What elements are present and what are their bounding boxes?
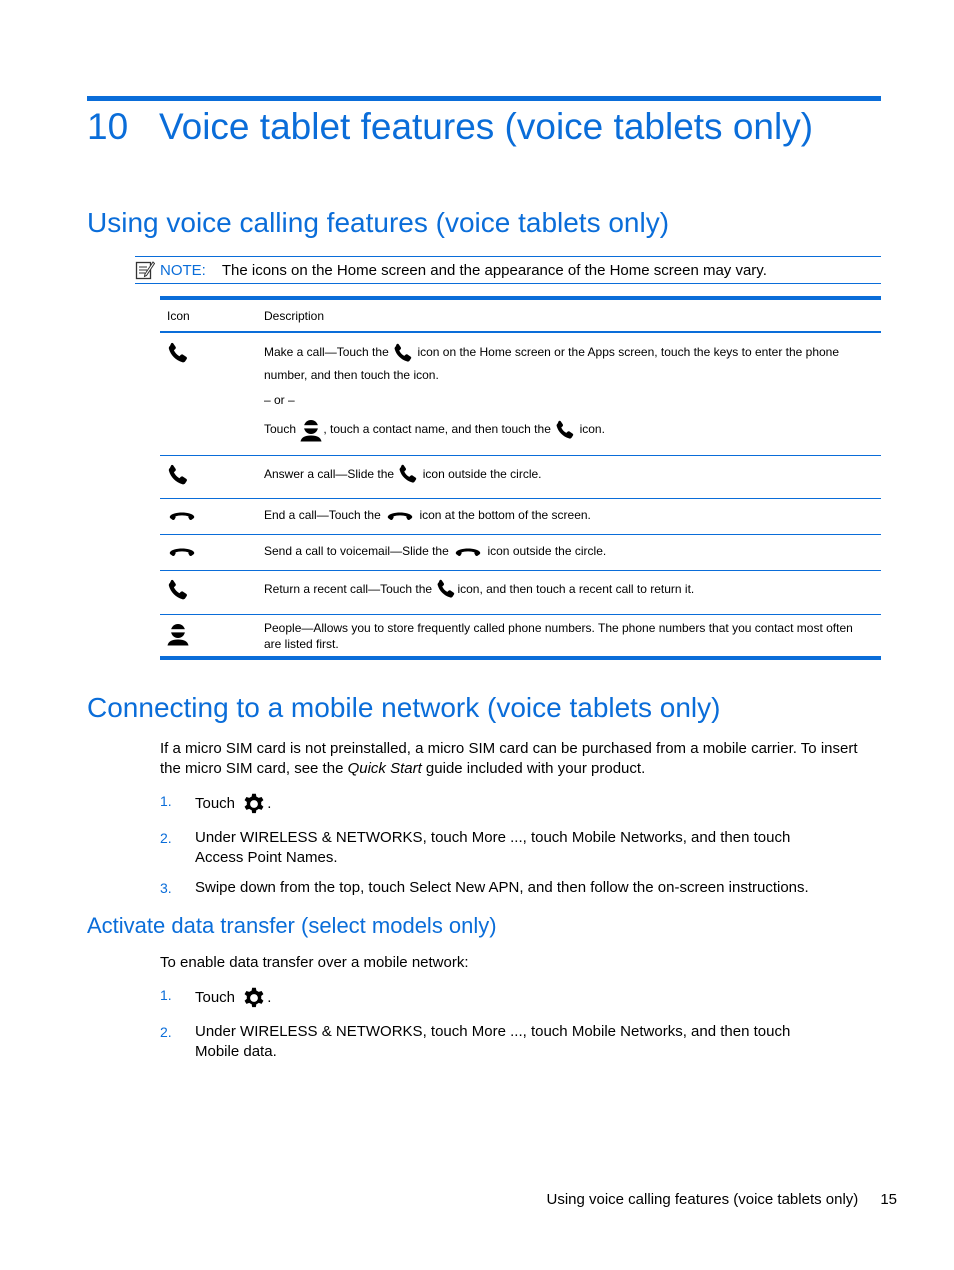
- step-text: Touch: [195, 794, 236, 812]
- intro-text: guide included with your product.: [421, 760, 646, 777]
- quick-start-guide-title: Quick Start: [347, 760, 422, 777]
- step-text: , touch: [522, 1023, 572, 1040]
- description-text: , touch a contact name, and then touch the: [323, 422, 551, 436]
- icon-cell: [160, 332, 260, 455]
- icon-cell: [160, 614, 260, 658]
- term-end-a-call: End a call: [264, 507, 317, 522]
- ui-label-wireless-networks: WIRELESS & NETWORKS: [240, 1023, 423, 1040]
- description-text: —Slide the: [335, 466, 395, 481]
- note-text: The icons on the Home screen and the appearance of the Home screen may vary.: [221, 261, 767, 279]
- footer-running-title: Using voice calling features (voice tablets only): [546, 1191, 859, 1208]
- description-text: —Touch the: [324, 345, 389, 359]
- step-text: .: [333, 849, 338, 866]
- step-text: .: [267, 988, 272, 1006]
- phone-icon: [435, 578, 457, 600]
- description-text: icon.: [579, 422, 605, 436]
- table-header-row: [160, 298, 881, 332]
- description-text: icon, and then touch a recent call to return it.: [457, 581, 695, 596]
- step-text: , and then touch: [682, 829, 791, 846]
- column-header-icon: Icon: [160, 298, 260, 332]
- step-number: 2.: [160, 830, 172, 846]
- ui-label-wireless-networks: WIRELESS & NETWORKS: [240, 829, 423, 846]
- description-text: icon outside the circle.: [422, 466, 542, 481]
- description-cell: [260, 498, 881, 534]
- description-cell: [260, 614, 881, 658]
- description-text: Touch: [264, 422, 297, 436]
- step-text: .: [272, 1043, 277, 1060]
- phone-icon: [166, 578, 190, 602]
- step-text: .: [267, 794, 272, 812]
- table-row: [160, 614, 881, 658]
- step-item: [160, 791, 860, 817]
- note-label: NOTE:: [160, 261, 206, 279]
- description-text: —Touch the: [368, 581, 433, 596]
- step-item: [160, 1022, 860, 1062]
- description-text: —Allows you to store frequently called phone numbers. The phone numbers that you contact most often are listed first.: [264, 620, 853, 651]
- step-text: Under: [195, 1023, 241, 1040]
- step-item: [160, 828, 860, 868]
- settings-gear-icon[interactable]: [241, 985, 267, 1011]
- description-text: —Slide the: [390, 543, 449, 558]
- ui-label-more: More ...: [471, 829, 523, 846]
- section-heading-mobile-network: Connecting to a mobile network (voice tablets only): [87, 692, 721, 723]
- table-row: [160, 498, 881, 534]
- ui-label-access-point-names: Access Point Names: [195, 849, 334, 866]
- description-cell: [260, 570, 881, 614]
- description-text: —Touch the: [316, 507, 381, 522]
- term-answer-a-call: Answer a call: [264, 466, 336, 481]
- note-icon: [135, 260, 155, 280]
- step-text: Touch: [195, 988, 236, 1006]
- ui-label-select-new-apn: Select New APN: [409, 879, 520, 896]
- mobile-network-intro: [160, 739, 880, 779]
- section-heading-voice-calling: Using voice calling features (voice tablets only): [87, 207, 670, 238]
- description-cell: [260, 534, 881, 570]
- hang-up-icon: [387, 510, 413, 521]
- description-text: icon outside the circle.: [487, 543, 607, 558]
- term-return-recent-call: Return a recent call: [264, 581, 369, 596]
- ui-label-mobile-data: Mobile data: [195, 1043, 273, 1060]
- chapter-title-text: Voice tablet features (voice tablets only): [159, 106, 814, 147]
- section-heading-data-transfer: Activate data transfer (select models only): [87, 913, 497, 938]
- step-number: 2.: [160, 1024, 172, 1040]
- hang-up-icon: [169, 510, 195, 521]
- ui-label-more: More ...: [471, 1023, 523, 1040]
- intro-text: If a micro SIM card is not preinstalled, a micro SIM card can be purchased from a mobile carrier. To insert the micro SIM card, see the: [160, 740, 858, 777]
- phone-icon: [397, 463, 419, 485]
- phone-icon: [392, 342, 414, 364]
- phone-icon: [554, 419, 576, 441]
- ui-label-mobile-networks: Mobile Networks: [571, 829, 683, 846]
- icon-cell: [160, 498, 260, 534]
- table-row: [160, 332, 881, 455]
- description-cell: [260, 332, 881, 455]
- page-number: 15: [880, 1191, 897, 1208]
- step-text: , touch: [422, 829, 472, 846]
- icon-description-table: [160, 296, 881, 660]
- step-text: , and then follow the on-screen instructions.: [519, 879, 809, 896]
- step-text: , touch: [522, 829, 572, 846]
- description-cell: [260, 455, 881, 498]
- icon-cell: [160, 455, 260, 498]
- step-text: , touch: [422, 1023, 472, 1040]
- settings-gear-icon[interactable]: [241, 791, 267, 817]
- or-separator: – or –: [264, 392, 295, 407]
- people-icon: [166, 622, 190, 646]
- icon-cell: [160, 534, 260, 570]
- step-number: 1.: [160, 793, 172, 809]
- table-row: [160, 455, 881, 498]
- step-number: 3.: [160, 880, 172, 896]
- people-icon: [299, 418, 323, 442]
- phone-icon: [166, 341, 190, 365]
- term-make-a-call: Make a call: [264, 345, 325, 359]
- step-item: [160, 985, 860, 1011]
- column-header-description: Description: [260, 298, 881, 332]
- chapter-rule: [87, 96, 881, 101]
- hang-up-icon: [455, 546, 481, 557]
- description-text: icon on the Home screen or the Apps screen, touch the keys to enter the phone number, and then touch the icon.: [264, 345, 840, 382]
- step-number: 1.: [160, 987, 172, 1003]
- ui-label-mobile-networks: Mobile Networks: [571, 1023, 683, 1040]
- chapter-number: 10: [87, 106, 129, 147]
- icon-cell: [160, 570, 260, 614]
- description-text: icon at the bottom of the screen.: [419, 507, 591, 522]
- step-text: Under: [195, 829, 241, 846]
- note-box: [135, 256, 881, 284]
- step-text: , and then touch: [682, 1023, 791, 1040]
- chapter-title: [87, 106, 813, 148]
- table-row: [160, 570, 881, 614]
- table-row: [160, 534, 881, 570]
- step-item: [160, 878, 860, 898]
- page-footer: [546, 1191, 897, 1208]
- phone-icon: [166, 463, 190, 487]
- step-text: Swipe down from the top, touch: [195, 879, 410, 896]
- hang-up-icon: [169, 546, 195, 557]
- term-people: People: [264, 620, 302, 635]
- term-send-to-voicemail: Send a call to voicemail: [264, 543, 391, 558]
- data-transfer-intro: To enable data transfer over a mobile network:: [160, 954, 469, 971]
